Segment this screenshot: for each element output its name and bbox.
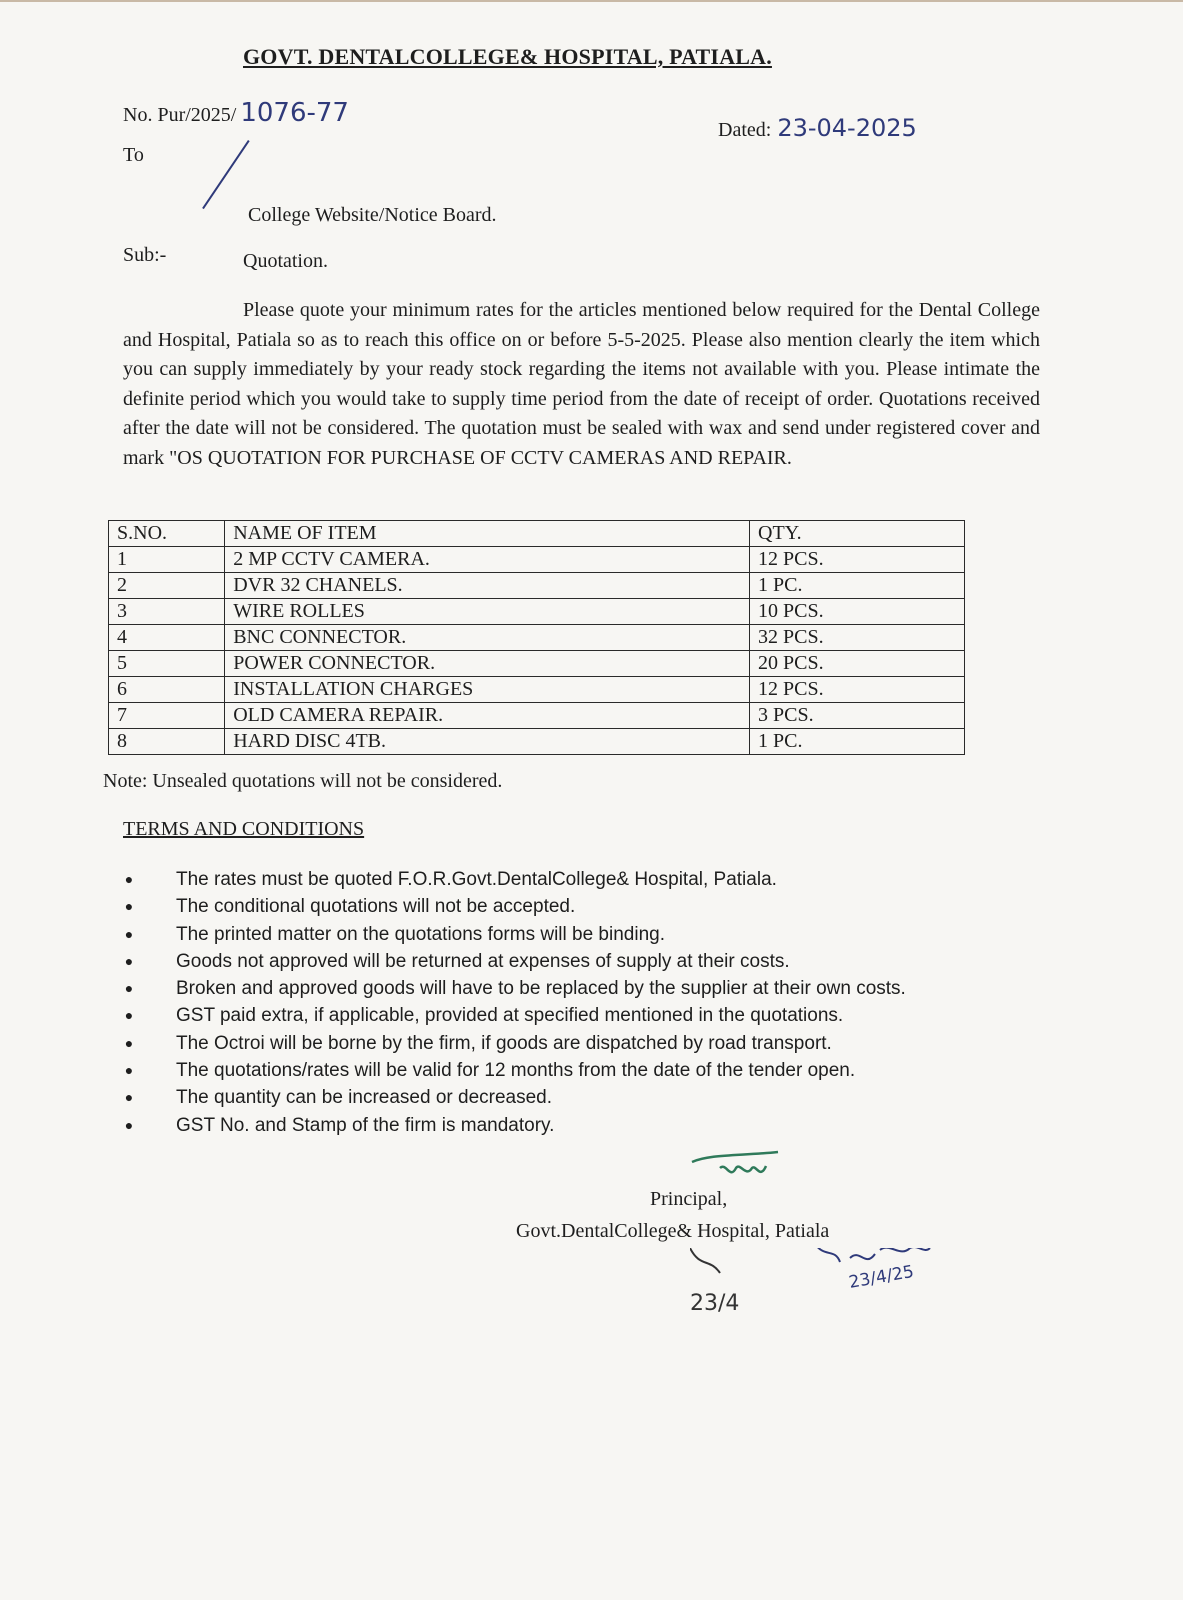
list-item: [124, 1057, 984, 1084]
items-table: [108, 520, 965, 755]
terms-heading: TERMS AND CONDITIONS: [123, 818, 365, 840]
reference-printed: No. Pur/2025/: [123, 104, 237, 126]
bullet-icon: ●: [124, 1116, 134, 1133]
cell-sno: 1: [109, 547, 225, 573]
bullet-icon: ●: [124, 1062, 134, 1079]
cell-qty: 3 PCS.: [750, 703, 965, 729]
recipient: College Website/Notice Board.: [248, 204, 497, 226]
cell-item: DVR 32 CHANELS.: [225, 573, 750, 599]
table-row: [109, 625, 965, 651]
term-text: The printed matter on the quotations forms will be binding.: [176, 923, 665, 945]
bullet-icon: ●: [124, 898, 134, 915]
bullet-icon: ●: [124, 1089, 134, 1106]
terms-list: [124, 866, 984, 1139]
cell-item: OLD CAMERA REPAIR.: [225, 703, 750, 729]
list-item: [124, 1002, 984, 1029]
top-edge-line: [0, 0, 1183, 2]
table-row: [109, 729, 965, 755]
cell-qty: 1 PC.: [750, 573, 965, 599]
cell-qty: 12 PCS.: [750, 547, 965, 573]
list-item: [124, 1112, 984, 1139]
term-text: Broken and approved goods will have to be replaced by the supplier at their own costs.: [176, 978, 906, 1000]
handwritten-date: 23/4/25: [847, 1261, 916, 1293]
tick-mark-icon: [202, 140, 250, 209]
term-text: GST No. and Stamp of the firm is mandatory.: [176, 1114, 555, 1136]
reference-handwritten: 1076-77: [240, 98, 349, 128]
cell-sno: 2: [109, 573, 225, 599]
table-row: [109, 677, 965, 703]
list-item: [124, 948, 984, 975]
signature-scribble-icon: [690, 1150, 790, 1190]
list-item: [124, 1084, 984, 1111]
cell-item: 2 MP CCTV CAMERA.: [225, 547, 750, 573]
header-qty: QTY.: [750, 521, 965, 547]
cell-item: WIRE ROLLES: [225, 599, 750, 625]
list-item: [124, 921, 984, 948]
header-sno: S.NO.: [109, 521, 225, 547]
list-item: [124, 975, 984, 1002]
bullet-icon: ●: [124, 1034, 134, 1051]
signatory-designation: Principal,: [650, 1188, 728, 1210]
bullet-icon: ●: [124, 925, 134, 942]
table-row: [109, 599, 965, 625]
date-label: Dated:: [718, 119, 772, 141]
bullet-icon: ●: [124, 871, 134, 887]
term-text: The rates must be quoted F.O.R.Govt.DentalCollege& Hospital, Patiala.: [176, 869, 777, 890]
bullet-icon: ●: [124, 980, 134, 997]
cell-item: HARD DISC 4TB.: [225, 729, 750, 755]
term-text: Goods not approved will be returned at expenses of supply at their costs.: [176, 950, 790, 972]
bullet-icon: ●: [124, 1007, 134, 1024]
body-paragraph: Please quote your minimum rates for the articles mentioned below required for the Dental College and Hospital, Patiala so as to reach this office on or before 5-5-2025. Please also mention clearly the item which you can supply immediately by your ready stock regarding the items not available with you. Please intimate the definite period which you would take to supply time period from the date of receipt of order. Quotations received after the date will not be considered. The quotation must be sealed with wax and send under registered cover and mark "OS QUOTATION FOR PURCHASE OF CCTV CAMERAS AND REPAIR.: [123, 299, 1040, 469]
to-label: To: [123, 144, 144, 166]
table-row: [109, 651, 965, 677]
date-line: [718, 114, 917, 142]
subject-label: Sub:-: [123, 244, 167, 266]
cell-qty: 32 PCS.: [750, 625, 965, 651]
bullet-icon: ●: [124, 952, 134, 969]
cell-sno: 4: [109, 625, 225, 651]
subject-text: Quotation.: [243, 250, 328, 272]
cell-sno: 8: [109, 729, 225, 755]
cell-sno: 3: [109, 599, 225, 625]
table-header-row: [109, 521, 965, 547]
term-text: The Octroi will be borne by the firm, if goods are dispatched by road transport.: [176, 1032, 832, 1054]
table-row: [109, 547, 965, 573]
cell-qty: 10 PCS.: [750, 599, 965, 625]
document-heading: GOVT. DENTALCOLLEGE& HOSPITAL, PATIALA.: [243, 44, 772, 69]
cell-item: BNC CONNECTOR.: [225, 625, 750, 651]
table-note: Note: Unsealed quotations will not be considered.: [103, 770, 503, 792]
term-text: The conditional quotations will not be accepted.: [176, 896, 576, 918]
header-item: NAME OF ITEM: [225, 521, 750, 547]
cell-qty: 1 PC.: [750, 729, 965, 755]
cell-item: INSTALLATION CHARGES: [225, 677, 750, 703]
list-item: [124, 1030, 984, 1057]
cell-sno: 7: [109, 703, 225, 729]
table-row: [109, 703, 965, 729]
list-item: [124, 866, 984, 893]
term-text: GST paid extra, if applicable, provided at specified mentioned in the quotations.: [176, 1005, 844, 1027]
list-item: [124, 893, 984, 920]
handwritten-initial-date: 23/4: [690, 1291, 740, 1316]
reference-number: [123, 98, 349, 128]
table-row: [109, 573, 965, 599]
cell-sno: 5: [109, 651, 225, 677]
handwritten-initials-icon: [690, 1248, 970, 1318]
signatory-institution: Govt.DentalCollege& Hospital, Patiala: [516, 1220, 830, 1242]
cell-qty: 20 PCS.: [750, 651, 965, 677]
date-handwritten: 23-04-2025: [777, 114, 917, 142]
term-text: The quotations/rates will be valid for 12 months from the date of the tender open.: [176, 1060, 856, 1082]
cell-qty: 12 PCS.: [750, 677, 965, 703]
cell-sno: 6: [109, 677, 225, 703]
term-text: The quantity can be increased or decreased.: [176, 1087, 553, 1109]
cell-item: POWER CONNECTOR.: [225, 651, 750, 677]
